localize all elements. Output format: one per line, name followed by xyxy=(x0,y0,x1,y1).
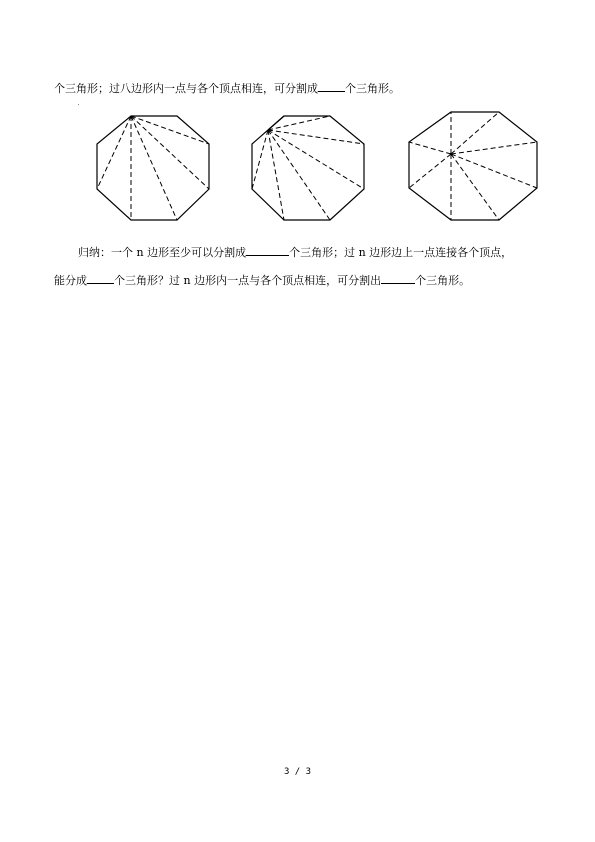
octagon-figure-vertex xyxy=(85,108,220,228)
text-segment: 能分成 xyxy=(54,274,87,287)
answer-blank[interactable] xyxy=(87,272,114,284)
octagon-edge-point-diagram xyxy=(240,108,380,228)
text-segment: 个三角形；过 n 边形边上一点连接各个顶点， xyxy=(289,246,513,259)
paragraph-summary-line-1 xyxy=(78,244,512,260)
octagon-vertex-diagram xyxy=(85,108,220,228)
page-number: 3 / 3 xyxy=(283,767,312,777)
text-segment: 归纳：一个 n 边形至少可以分割成 xyxy=(78,246,247,259)
text-segment: 个三角形。 xyxy=(415,274,471,287)
stray-mark xyxy=(78,104,79,105)
paragraph-summary-line-2 xyxy=(54,272,470,288)
text-segment: 个三角形。 xyxy=(345,82,400,95)
paragraph-octagon-interior xyxy=(54,80,400,96)
answer-blank[interactable] xyxy=(381,272,415,284)
octagon-interior-point-diagram xyxy=(403,108,548,228)
text-segment: 个三角形？过 n 边形内一点与各个顶点相连，可分割出 xyxy=(114,274,382,287)
octagon-figures xyxy=(85,108,555,228)
octagon-figure-interior-point xyxy=(403,108,548,228)
octagon-figure-edge-point xyxy=(240,108,380,228)
answer-blank[interactable] xyxy=(246,244,289,256)
text-segment: 个三角形；过八边形内一点与各个顶点相连，可分割成 xyxy=(54,82,318,95)
answer-blank[interactable] xyxy=(318,80,345,92)
